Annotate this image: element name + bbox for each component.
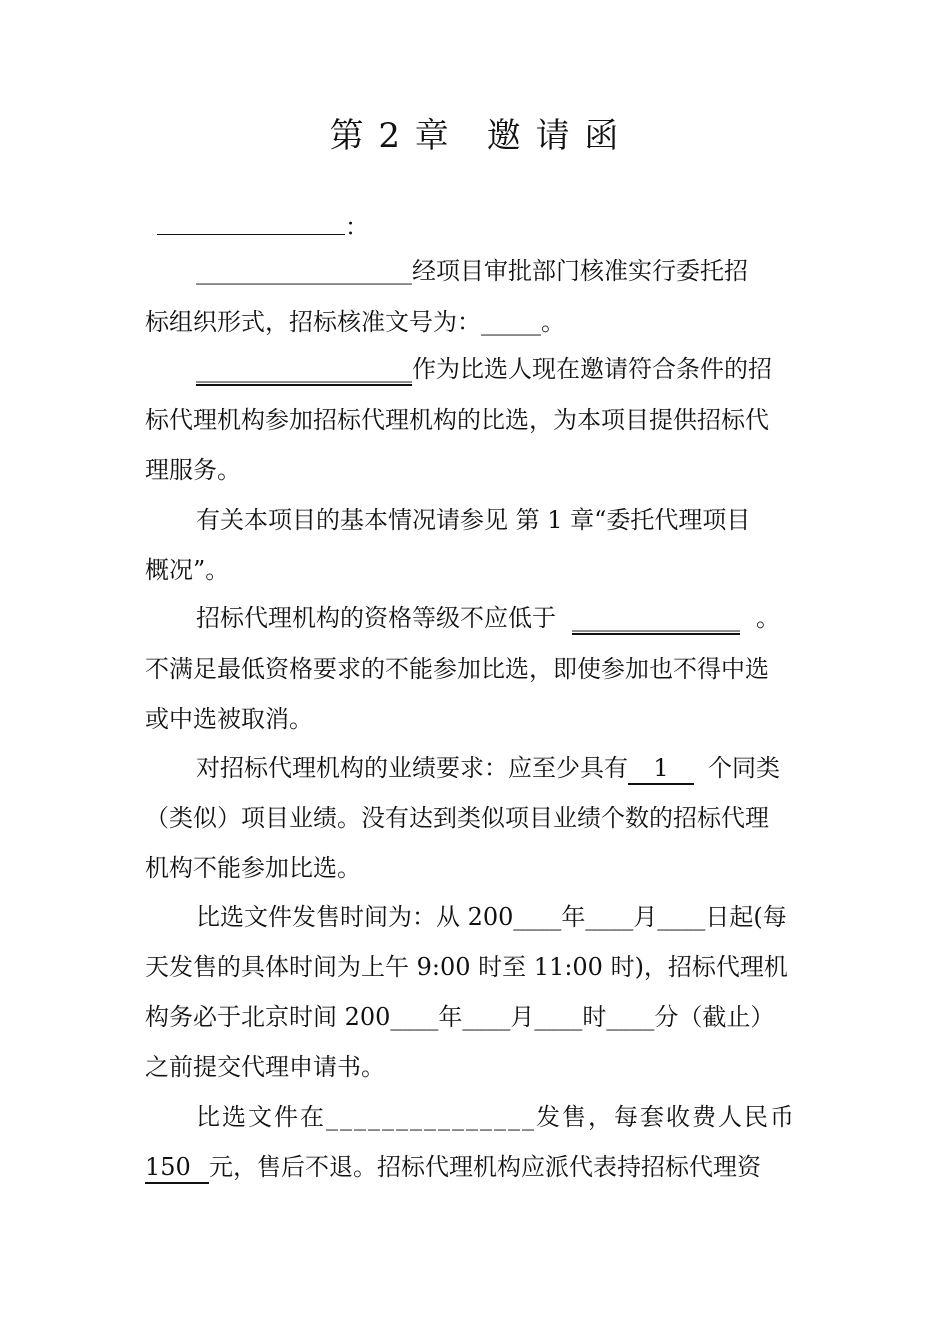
paragraph-2-line-3: 理服务。 — [145, 456, 241, 484]
inviter-blank: __________________ — [196, 354, 412, 386]
paragraph-3-line-2: 概况”。 — [145, 556, 230, 584]
paragraph-3-line-1: 有关本项目的基本情况请参见 第 1 章“委托代理项目 — [196, 506, 751, 534]
paragraph-1-line-2: 标组织形式，招标核准文号为：_____。 — [145, 308, 565, 336]
fee-amount: 150 — [145, 1152, 209, 1184]
paragraph-1-line-1: __________________经项目审批部门核准实行委托招 — [196, 257, 748, 285]
paragraph-7-line-2 — [145, 1152, 810, 1184]
paragraph-4-line-2: 不满足最低资格要求的不能参加比选，即使参加也不得中选 — [145, 655, 769, 683]
paragraph-4-line-3: 或中选被取消。 — [145, 705, 313, 733]
paragraph-6-line-1: 比选文件发售时间为：从 200____年____月____日起(每 — [196, 903, 787, 931]
qualification-period: 。 — [756, 604, 780, 632]
salutation-line — [145, 208, 810, 242]
performance-text: 对招标代理机构的业绩要求：应至少具有 — [196, 754, 628, 782]
paragraph-7-line-2-text: 元，售后不退。招标代理机构应派代表持招标代理资 — [209, 1153, 761, 1181]
paragraph-5-line-2: （类似）项目业绩。没有达到类似项目业绩个数的招标代理 — [145, 804, 769, 832]
salutation-colon: ： — [345, 213, 369, 241]
paragraph-2-line-1-text: 作为比选人现在邀请符合条件的招 — [412, 355, 772, 383]
paragraph-5-line-3: 机构不能参加比选。 — [145, 854, 361, 882]
paragraph-2-line-1 — [196, 354, 810, 386]
paragraph-2-line-2: 标代理机构参加招标代理机构的比选，为本项目提供招标代 — [145, 406, 769, 434]
salutation-blank — [157, 208, 345, 235]
paragraph-5-line-1 — [196, 753, 810, 785]
paragraph-7-line-1: 比选文件在_______________发售，每套收费人民币 — [196, 1103, 796, 1131]
paragraph-6-line-2: 天发售的具体时间为上午 9:00 时至 11:00 时)，招标代理机 — [145, 953, 788, 981]
page-title: 第 2 章 邀 请 函 — [329, 116, 621, 156]
performance-unit: 个同类 — [708, 754, 780, 782]
performance-count: 1 — [628, 753, 694, 785]
qualification-blank: ______________ — [572, 603, 740, 635]
qualification-text: 招标代理机构的资格等级不应低于 — [196, 604, 556, 632]
paragraph-6-line-3: 构务必于北京时间 200____年____月____时____分（截止） — [145, 1003, 775, 1031]
paragraph-4-line-1 — [196, 603, 810, 635]
paragraph-6-line-4: 之前提交代理申请书。 — [145, 1053, 385, 1081]
